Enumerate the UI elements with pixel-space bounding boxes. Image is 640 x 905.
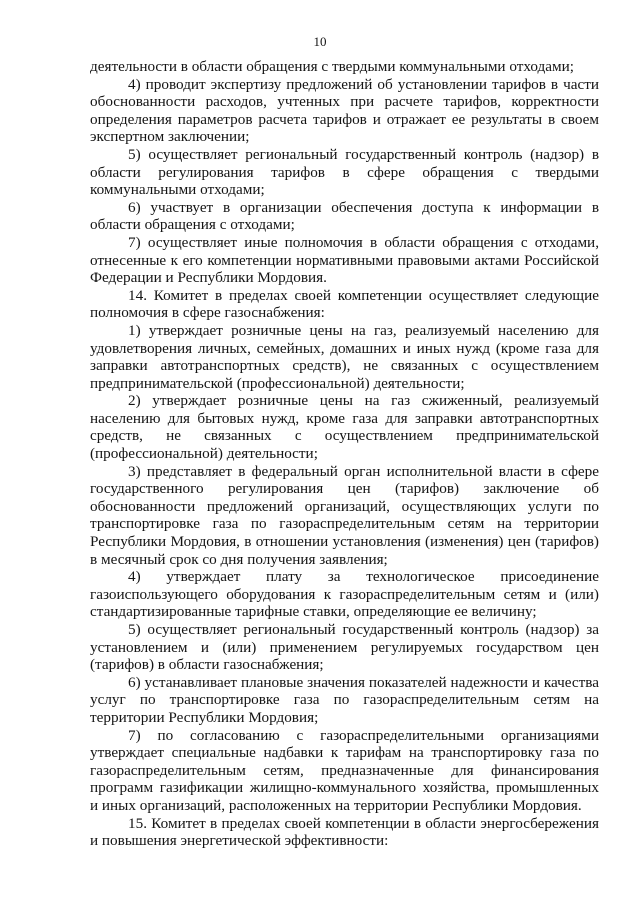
paragraph-item-14-2: 2) утверждает розничные цены на газ сжиженный, реализуемый населению для бытовых нужд, кроме газа для заправки автотранспортных средств, не связанных с осуществлением предпринимательской (профессиональной) деятельности; (90, 392, 599, 463)
paragraph-item-13-4: 4) проводит экспертизу предложений об установлении тарифов в части обоснованности расходов, учтенных при расчете тарифов, корректности определения параметров расчета тарифов и отражает ее результаты в своем экспертном заключении; (90, 75, 599, 146)
paragraph-item-13-7: 7) осуществляет иные полномочия в области обращения с отходами, отнесенные к его компетенции нормативными правовыми актами Российской Федерации и Республики Мордовия. (90, 233, 599, 287)
paragraph-item-14-7: 7) по согласованию с газораспределительными организациями утверждает специальные надбавки к тарифам на транспортировку газа по газораспределительным сетям, предназначенные для финансирования программ газификации жилищно-коммунального хозяйства, промышленных и иных организаций, расположенных на территории Республики Мордовия. (90, 726, 599, 814)
paragraph-continuation: деятельности в области обращения с твердыми коммунальными отходами; (90, 58, 574, 75)
paragraph-item-14-3: 3) представляет в федеральный орган исполнительной власти в сфере государственного регулирования цен (тарифов) заключение об обоснованности предложений организаций, осуществляющих услуги по транспортировке газа по газораспределительным сетям на территории Республики Мордовия, в отношении установления (изменения) цен (тарифов) в месячный срок со дня получения заявления; (90, 462, 599, 568)
paragraph-section-15: 15. Комитет в пределах своей компетенции в области энергосбережения и повышения энергетической эффективности: (90, 814, 599, 850)
paragraph-section-14: 14. Комитет в пределах своей компетенции осуществляет следующие полномочия в сфере газоснабжения: (90, 286, 599, 322)
paragraph-item-14-4: 4) утверждает плату за технологическое присоединение газоиспользующего оборудования к газораспределительным сетям и (или) стандартизированные тарифные ставки, определяющие ее величину; (90, 568, 599, 621)
paragraph-item-14-1: 1) утверждает розничные цены на газ, реализуемый населению для удовлетворения личных, семейных, домашних и иных нужд (кроме газа для заправки автотранспортных средств), не связанных с осуществлением предпринимательской (профессиональной) деятельности; (90, 321, 599, 392)
paragraph-item-14-5: 5) осуществляет региональный государственный контроль (надзор) за установлением и (или) применением регулируемых государством цен (тарифов) в области газоснабжения; (90, 621, 599, 674)
paragraph-item-14-6: 6) устанавливает плановые значения показателей надежности и качества услуг по транспортировке газа по газораспределительным сетям на территории Республики Мордовия; (90, 673, 599, 726)
page-number: 10 (313, 34, 327, 49)
paragraph-item-13-5: 5) осуществляет региональный государственный контроль (надзор) в области регулирования тарифов в сфере обращения с твердыми коммунальными отходами; (90, 145, 599, 199)
document-body (90, 58, 599, 850)
paragraph-item-13-6: 6) участвует в организации обеспечения доступа к информации в области обращения с отходами; (90, 198, 599, 234)
